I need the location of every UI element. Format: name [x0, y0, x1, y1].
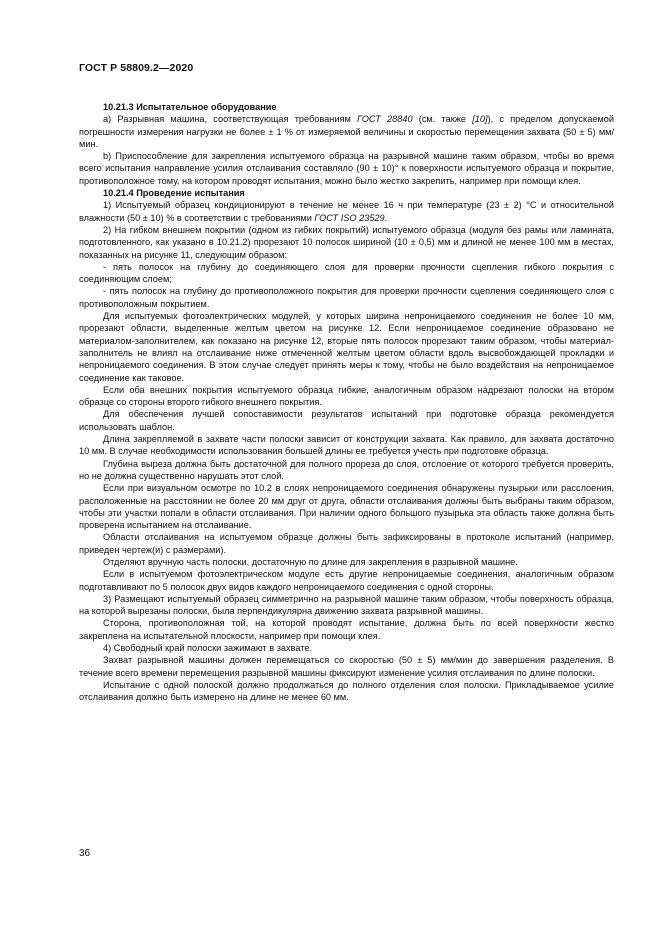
paragraph-test-6: Длина закрепляемой в захвате части полоски зависит от конструкции захвата. Как правило, для захвата достаточно 10 мм. В случае необходимости использования большей длины ее требуется учесть при подготовке образца. [79, 434, 614, 457]
document-body [79, 101, 614, 704]
paragraph-test-8: Если при визуальном осмотре по 10.2 в слоях непроницаемого соединения обнаружены пузырьки или расслоения, расположенные на расстоянии не более 20 мм друг от друга, области отслаивания должны быть выбраны таким образом, чтобы эти участки попали в области отслаивания. При наличии одного большого пузырька эта область также должна быть проверена испытанием на отслаивание. [79, 483, 614, 531]
text-run: а) Разрывная машина, соответствующая требованиям [103, 114, 358, 125]
standard-reference: ГОСТ 28840 [357, 114, 413, 125]
paragraph-test-4: Если оба внешних покрытия испытуемого образца гибкие, аналогичным образом надрезают полоски на втором образце со стороны второго гибкого внешнего покрытия. [79, 384, 614, 408]
text-run: 1) Испытуемый образец кондиционируют в течение не менее 16 ч при температуре (23 ± 2) °С и относительной влажности (50 ± 10) % в соответствии с требованиями [79, 200, 614, 223]
standard-reference: ГОСТ ISO 23529 [314, 212, 385, 223]
list-item-dash-1: - пять полосок на глубину до соединяющего слоя для проверки прочности сцепления гибкого покрытия с соединяющим слоем; [79, 261, 614, 285]
paragraph-test-1 [79, 199, 614, 224]
paragraph-test-9: Области отслаивания на испытуемом образце должны быть зафиксированы в протоколе испытаний (например, приведен чертеж(и) с размерами). [79, 532, 614, 555]
paragraph-test-13: Сторона, противоположная той, на которой проводят испытание, должна быть по всей поверхности жестко закреплена на испытательной плоскости, например при помощи клея. [79, 618, 614, 641]
bibliography-reference: [10] [472, 114, 488, 125]
paragraph-test-11: Если в испытуемом фотоэлектрическом модуле есть другие непроницаемые соединения, аналогичным образом подготавливают по 5 полосок двух видов каждого непроницаемого соединения с одной стороны. [79, 569, 614, 592]
section-heading-test: 10.21.4 Проведение испытания [103, 188, 245, 199]
paragraph-test-12: 3) Размещают испытуемый образец симметрично на разрывной машине таким образом, чтобы поверхность образца, на которой вырезаны полоски, была перпендикулярна движению захвата разрывной машины. [79, 593, 614, 617]
paragraph-test-15: Захват разрывной машины должен перемещаться со скоростью (50 ± 5) мм/мин до завершения разделения. В течение всего времени перемещения разрывной машины фиксируют изменение усилия отслаивания по длине полоски. [79, 655, 614, 678]
text-run: . [384, 212, 388, 223]
page-number: 36 [79, 848, 91, 859]
paragraph-test-7: Глубина выреза должна быть достаточной для полного прореза до слоя, отслоение от которого требуется проверить, но не должна существенно нарушать этот слой. [79, 458, 614, 481]
document-header: ГОСТ Р 58809.2—2020 [79, 62, 194, 74]
list-item-dash-2: - пять полосок на глубину до противоположного покрытия для проверки прочности сцепления соединяющего слоя с противоположным покрытием. [79, 286, 614, 309]
paragraph-test-5: Для обеспечения лучшей сопоставимости результатов испытаний при подготовке образца рекомендуется использовать шаблон. [79, 409, 614, 432]
section-heading-equipment: 10.21.3 Испытательное оборудование [103, 102, 277, 112]
paragraph-test-3: Для испытуемых фотоэлектрических модулей, у которых ширина непроницаемого соединения не более 10 мм, прорезают области, выделенные желтым цветом на рисунке 12. Если непроницаемое соединение образовано не материалом-заполнителем, как показано на рисунке 12, вторые пять полосок прорезают таким образом, чтобы материал-заполнитель не влиял на отслаивание ниже отмеченной желтым цветом области вдоль высвобождающей прокладки и непроницаемого соединения. В этом случае следует принять меры к тому, чтобы не было воздействия на непроницаемое соединение как таковое. [79, 311, 614, 383]
paragraph-test-14: 4) Свободный край полоски зажимают в захвате. [103, 643, 313, 654]
paragraph-equipment-a [79, 113, 614, 150]
paragraph-test-10: Отделяют вручную часть полоски, достаточную по длине для закрепления в разрывной машине. [103, 556, 518, 567]
paragraph-test-16: Испытание с одной полоской должно продолжаться до полного отделения слоя полоски. Прикладываемое усилие отслаивания должно быть измерено на длине не менее 60 мм. [79, 679, 614, 703]
paragraph-test-2: 2) На гибком внешнем покрытии (одном из гибких покрытий) испытуемого образца (модуля без рамы или ламината, подготовленного, как указано в 10.21.2) прорезают 10 полосок шириной (10 ± 0,5) мм и длиной не менее 100 мм в местах, показанных на рисунке 11, следующим образом: [79, 224, 614, 260]
text-run: (см. также [412, 114, 473, 125]
text-run: ), с пределом допускаемой погрешности измерения нагрузки не более ± 1 % от измеряемой величины и скоростью перемещения захвата (50 ± 5) мм/мин. [79, 114, 614, 149]
paragraph-equipment-b: b) Приспособление для закрепления испытуемого образца на разрывной машине таким образом, чтобы во время всего испытания направление усилия отслаивания составляло (90 ± 10)° к поверхности испытуемого образца и покрытие, противоположное тому, на котором проводят испытания, можно было жестко закрепить, например при помощи клея. [79, 151, 614, 186]
